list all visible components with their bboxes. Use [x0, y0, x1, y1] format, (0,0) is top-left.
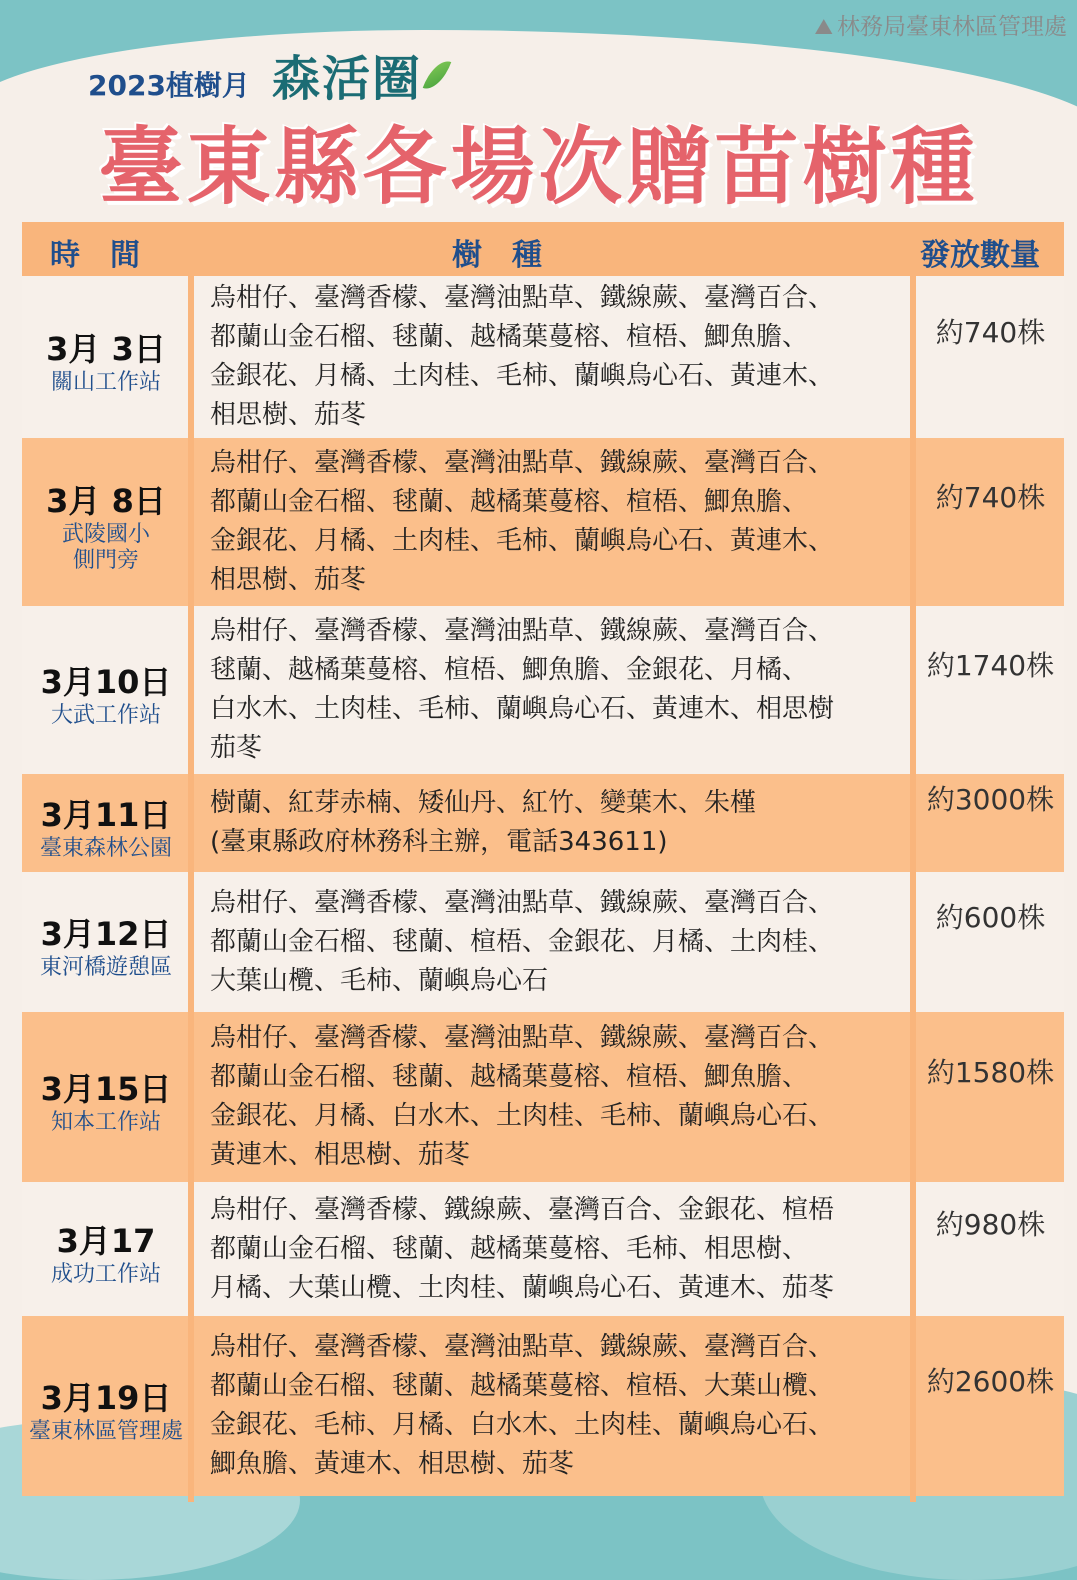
event-date: 3月17: [56, 1222, 156, 1260]
brand-name: 森活圈: [271, 51, 422, 107]
table-row: [22, 606, 1064, 774]
mountain-logo-icon: ⛰: [814, 15, 833, 40]
org-name: [815, 8, 1067, 41]
event-location: 臺東森林公園: [39, 836, 172, 861]
species-line: 都蘭山金石榴、毬蘭、楦梧、金銀花、月橘、土肉桂、: [210, 926, 835, 957]
event-location: 知本工作站: [50, 1110, 161, 1135]
species-cell: [210, 884, 918, 1001]
species-line: 金銀花、毛柿、月橘、白水木、土肉桂、蘭嶼烏心石、: [210, 1410, 835, 1440]
species-line: 茄苳: [210, 733, 263, 763]
date-cell: [22, 1064, 190, 1136]
species-line: 樹蘭、紅芽赤楠、矮仙丹、紅竹、變葉木、朱槿: [210, 788, 757, 818]
date-cell: [22, 657, 190, 729]
species-line: 烏柑仔、臺灣香檬、臺灣油點草、鐵線蕨、臺灣百合、: [210, 887, 835, 918]
event-date: 3月 8日: [46, 482, 166, 520]
table-row: [22, 1182, 1064, 1316]
org-label: 林務局臺東林區管理處: [837, 14, 1067, 40]
date-cell: [22, 909, 190, 981]
date-cell: [22, 1216, 190, 1288]
date-cell: [22, 790, 190, 862]
quantity-cell: 約980株: [935, 1208, 1046, 1241]
date-cell: [22, 1373, 190, 1445]
species-line: 都蘭山金石榴、毬蘭、越橘葉蔓榕、楦梧、鯽魚膽、: [210, 487, 809, 517]
table-row: [22, 774, 1064, 872]
species-line: 金銀花、月橘、土肉桂、毛柿、蘭嶼烏心石、黃連木、: [210, 526, 835, 556]
species-cell: [210, 444, 918, 600]
campaign-banner: [88, 40, 446, 109]
event-date: 3月12日: [40, 915, 172, 953]
event-location: 側門旁: [72, 548, 139, 573]
species-line: 黃連木、相思樹、茄苳: [210, 1140, 471, 1170]
species-line: 大葉山欖、毛柿、蘭嶼烏心石: [210, 965, 549, 996]
species-line: 烏柑仔、臺灣香檬、臺灣油點草、鐵線蕨、臺灣百合、: [210, 1023, 835, 1053]
species-line: 相思樹、茄苳: [210, 400, 367, 430]
species-line: 烏柑仔、臺灣香檬、臺灣油點草、鐵線蕨、臺灣百合、: [210, 283, 835, 313]
quantity-cell: 約3000株: [926, 783, 1055, 816]
table-header: [22, 222, 1064, 276]
species-cell: [210, 1019, 918, 1175]
species-cell: [210, 1328, 918, 1484]
species-line: 金銀花、月橘、白水木、土肉桂、毛柿、蘭嶼烏心石、: [210, 1101, 835, 1131]
event-date: 3月11日: [40, 796, 172, 834]
column-header-time: 時 間: [50, 238, 140, 273]
page-title: 臺東縣各場次贈苗樹種: [98, 118, 979, 216]
species-line: 毬蘭、越橘葉蔓榕、楦梧、鯽魚膽、金銀花、月橘、: [210, 655, 809, 685]
year-label: 2023植樹月: [88, 69, 250, 102]
table-row: [22, 872, 1064, 1012]
species-line: 都蘭山金石榴、毬蘭、越橘葉蔓榕、毛柿、相思樹、: [210, 1233, 809, 1264]
species-line: 鯽魚膽、黃連木、相思樹、茄苳: [210, 1449, 575, 1479]
species-cell: [210, 612, 918, 768]
event-location: 關山工作站: [50, 370, 161, 395]
species-line: 烏柑仔、臺灣香檬、臺灣油點草、鐵線蕨、臺灣百合、: [210, 448, 835, 478]
species-line: 都蘭山金石榴、毬蘭、越橘葉蔓榕、楦梧、鯽魚膽、: [210, 322, 809, 352]
column-header-quantity: 發放數量: [920, 238, 1040, 273]
column-divider: [188, 222, 194, 1502]
table-row: [22, 276, 1064, 438]
event-location: 武陵國小: [61, 522, 150, 547]
species-line: 都蘭山金石榴、毬蘭、越橘葉蔓榕、楦梧、鯽魚膽、: [210, 1062, 809, 1092]
species-line: 白水木、土肉桂、毛柿、蘭嶼烏心石、黃連木、相思樹: [210, 694, 835, 724]
event-date: 3月10日: [40, 663, 172, 701]
species-cell: [210, 1191, 918, 1308]
event-location: 成功工作站: [50, 1262, 161, 1287]
seedling-table: [22, 222, 1064, 1496]
quantity-cell: 約1580株: [926, 1056, 1055, 1089]
event-date: 3月19日: [40, 1379, 172, 1417]
species-cell: [210, 279, 918, 435]
table-row: [22, 1012, 1064, 1182]
species-line: 烏柑仔、臺灣香檬、鐵線蕨、臺灣百合、金銀花、楦梧: [210, 1194, 835, 1225]
species-cell: [210, 784, 918, 862]
species-line: 烏柑仔、臺灣香檬、臺灣油點草、鐵線蕨、臺灣百合、: [210, 616, 835, 646]
quantity-cell: 約740株: [935, 481, 1046, 514]
date-cell: [22, 476, 190, 574]
quantity-cell: 約740株: [935, 316, 1046, 349]
table-row: [22, 438, 1064, 606]
species-line: 金銀花、月橘、土肉桂、毛柿、蘭嶼烏心石、黃連木、: [210, 361, 835, 391]
quantity-cell: 約2600株: [926, 1365, 1055, 1398]
quantity-cell: 約1740株: [926, 649, 1055, 682]
table-row: [22, 1316, 1064, 1496]
event-date: 3月15日: [40, 1070, 172, 1108]
event-location: 東河橋遊憩區: [39, 955, 172, 980]
species-line: 月橘、大葉山欖、土肉桂、蘭嶼烏心石、黃連木、茄苳: [210, 1272, 835, 1303]
column-header-species: 樹 種: [452, 238, 542, 273]
species-line: 烏柑仔、臺灣香檬、臺灣油點草、鐵線蕨、臺灣百合、: [210, 1332, 835, 1362]
date-cell: [22, 324, 190, 396]
event-date: 3月 3日: [46, 330, 166, 368]
event-location: 大武工作站: [50, 703, 161, 728]
quantity-cell: 約600株: [935, 901, 1046, 934]
species-line: 相思樹、茄苳: [210, 565, 367, 595]
species-line: (臺東縣政府林務科主辦，電話343611): [210, 827, 668, 857]
event-location: 臺東林區管理處: [28, 1419, 183, 1444]
column-divider: [910, 222, 916, 1502]
species-line: 都蘭山金石榴、毬蘭、越橘葉蔓榕、楦梧、大葉山欖、: [210, 1371, 835, 1401]
